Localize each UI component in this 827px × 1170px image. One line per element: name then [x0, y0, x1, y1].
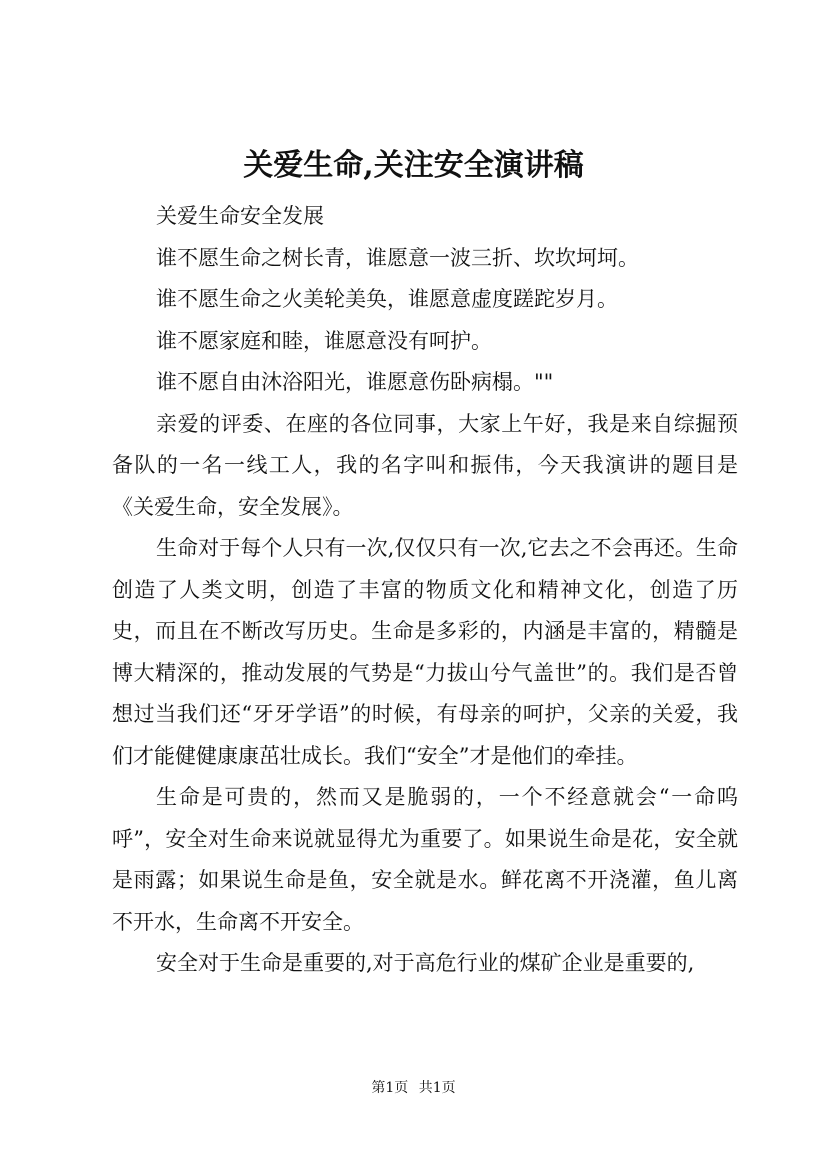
page-total-label: 共1页 — [418, 1080, 456, 1096]
body-paragraph: 生命对于每个人只有一次,仅仅只有一次,它去之不会再还。生命创造了人类文明，创造了丰富的物质文化和精神文化，创造了历史，而且在不断改写历史。生命是多彩的，内涵是丰富的，精髓是博大精深的，推动发展的气势是“力拔山兮气盖世”的。我们是否曾想过当我们还“牙牙学语”的时候，有母亲的呵护，父亲的关爱，我们才能健健康康茁壮成长。我们“安全”才是他们的牵挂。 — [112, 536, 738, 768]
poem-line: 关爱生命安全发展 — [156, 204, 324, 228]
poem-line: 谁不愿生命之树长青，谁愿意一波三折、坎坎坷坷。 — [156, 245, 639, 270]
poem-line: 谁不愿自由沐浴阳光，谁愿意伤卧病榻。"" — [156, 370, 554, 394]
body-paragraph: 生命是可贵的，然而又是脆弱的，一个不经意就会“一命呜呼”，安全对生命来说就显得尤为重要了。如果说生命是花，安全就是雨露；如果说生命是鱼，安全就是水。鲜花离不开浇灌，鱼儿离不开水，生命离不开安全。 — [112, 785, 738, 934]
poem-line: 谁不愿家庭和睦，谁愿意没有呵护。 — [156, 328, 492, 353]
document-body — [112, 196, 738, 985]
poem-line: 谁不愿生命之火美轮美奂，谁愿意虚度蹉跎岁月。 — [156, 287, 618, 311]
body-paragraph: 安全对于生命是重要的,对于高危行业的煤矿企业是重要的, — [156, 951, 695, 975]
page-number-label: 第1页 — [371, 1080, 409, 1096]
body-paragraph: 亲爱的评委、在座的各位同事，大家上午好，我是来自综掘预备队的一名一线工人，我的名字叫和振伟，今天我演讲的题目是《关爱生命，安全发展》。 — [112, 411, 738, 519]
document-title: 关爱生命,关注安全演讲稿 — [243, 148, 584, 183]
page-footer — [0, 1078, 827, 1098]
